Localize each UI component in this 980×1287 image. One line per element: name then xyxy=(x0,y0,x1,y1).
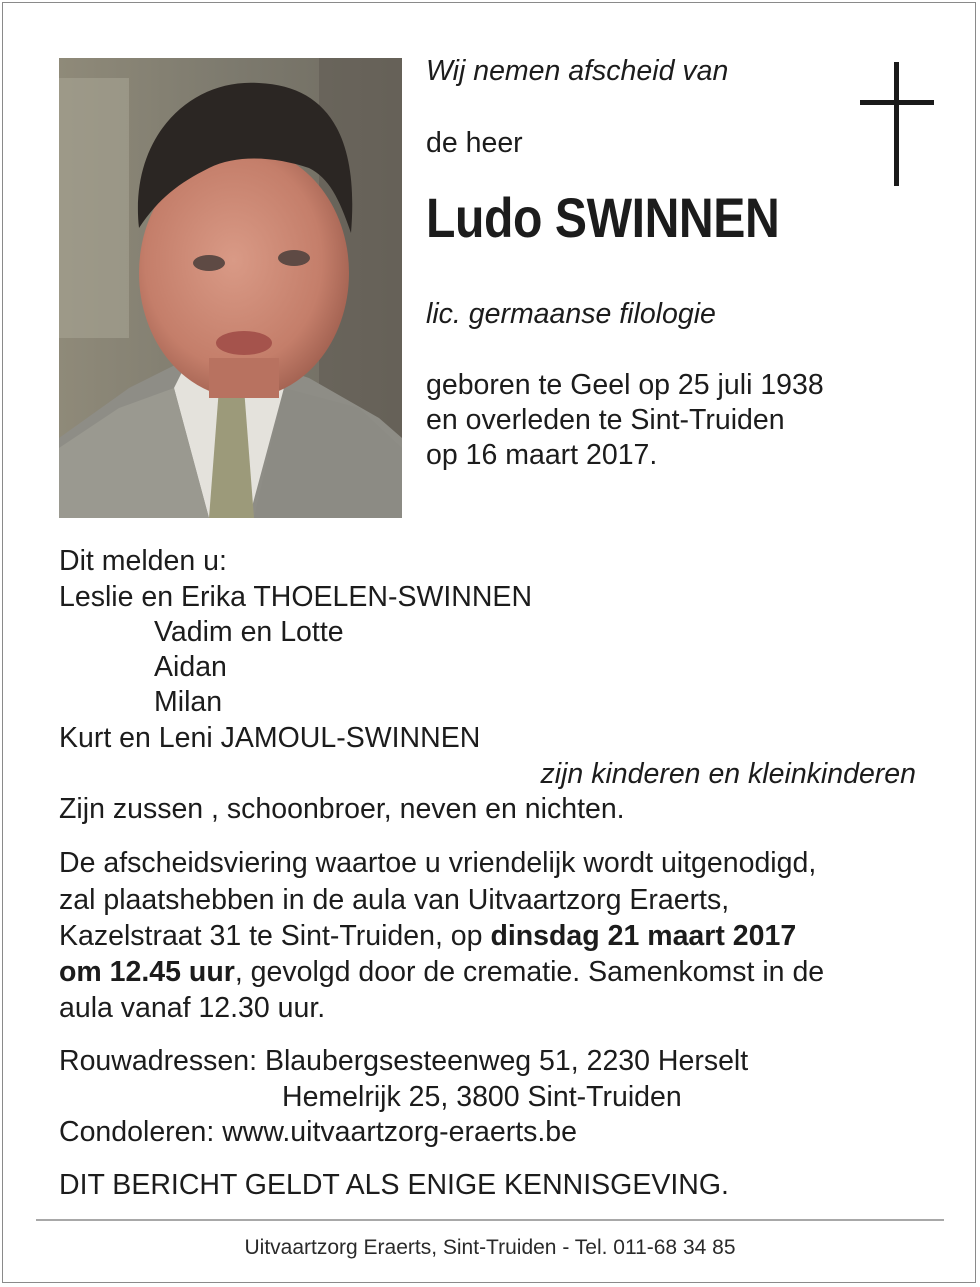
ceremony-details: , gevolgd door de crematie. Samenkomst in de xyxy=(234,956,825,988)
family-line: Kurt en Leni JAMOUL-SWINNEN xyxy=(59,722,481,754)
death-text: en overleden te Sint-Truiden xyxy=(426,404,785,436)
family-line: Aidan xyxy=(154,651,227,683)
address-line xyxy=(59,1044,748,1079)
family-line: Milan xyxy=(154,686,223,718)
ceremony-line xyxy=(59,919,796,954)
family-line: Vadim en Lotte xyxy=(154,616,344,648)
ceremony-time: om 12.45 uur xyxy=(59,956,235,988)
ceremony-location: Kazelstraat 31 te Sint-Truiden, op xyxy=(59,920,491,952)
condolences-link[interactable]: Condoleren: www.uitvaartzorg-eraerts.be xyxy=(59,1116,577,1148)
family-relation: zijn kinderen en kleinkinderen xyxy=(540,758,916,790)
address-label: Rouwadressen: xyxy=(59,1045,265,1077)
salutation-text: de heer xyxy=(426,127,523,159)
ceremony-line: zal plaatshebben in de aula van Uitvaartzorg Eraerts, xyxy=(59,884,730,916)
address-1: Blaubergsesteenweg 51, 2230 Herselt xyxy=(264,1045,749,1077)
address-2: Hemelrijk 25, 3800 Sint-Truiden xyxy=(282,1081,682,1113)
birth-text: geboren te Geel op 25 juli 1938 xyxy=(426,369,824,401)
notice-text: DIT BERICHT GELDT ALS ENIGE KENNISGEVING. xyxy=(59,1169,729,1201)
ceremony-line: De afscheidsviering waartoe u vriendelijk wordt uitgenodigd, xyxy=(59,847,817,879)
footer-divider xyxy=(36,1219,944,1221)
ceremony-date: dinsdag 21 maart 2017 xyxy=(490,920,797,952)
ceremony-line xyxy=(59,955,824,990)
intro-text: Wij nemen afscheid van xyxy=(426,55,729,87)
footer-text: Uitvaartzorg Eraerts, Sint-Truiden - Tel. 011-68 34 85 xyxy=(244,1236,736,1259)
family-intro: Dit melden u: xyxy=(59,545,227,577)
family-others: Zijn zussen , schoonbroer, neven en nichten. xyxy=(59,793,625,825)
family-line: Leslie en Erika THOELEN-SWINNEN xyxy=(59,581,533,613)
deceased-name: Ludo SWINNEN xyxy=(426,186,780,249)
ceremony-line: aula vanaf 12.30 uur. xyxy=(59,992,326,1024)
portrait-photo xyxy=(59,58,402,518)
academic-title: lic. germaanse filologie xyxy=(426,298,716,330)
latin-cross-icon xyxy=(860,62,934,186)
death-date-text: op 16 maart 2017. xyxy=(426,439,658,471)
